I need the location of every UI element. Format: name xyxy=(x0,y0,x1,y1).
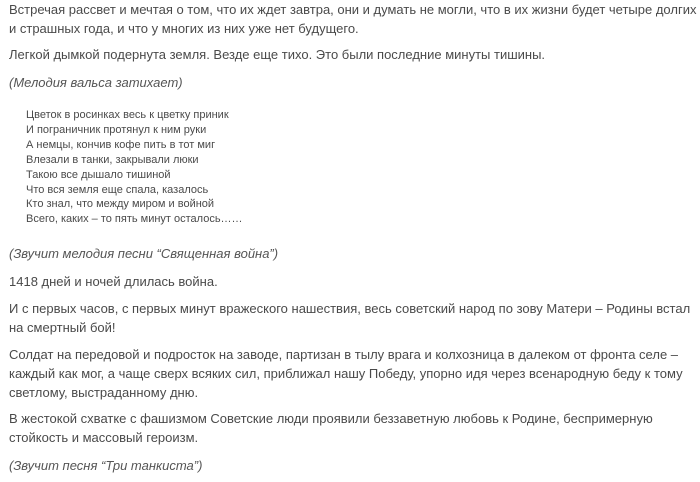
paragraph-mist: Легкой дымкой подернута земля. Везде еще тихо. Это были последние минуты тишины. xyxy=(9,47,546,62)
stage-direction-waltz: (Мелодия вальса затихает) xyxy=(9,75,183,90)
poem-line: Такою все дышало тишиной xyxy=(26,168,171,181)
poem-line: Цветок в росинках весь к цветку приник xyxy=(26,109,229,121)
paragraph-fascism: В жестокой схватке с фашизмом Советские люди проявили беззаветную любовь к Родине, беспримерную стойкость и массовый героизм. xyxy=(9,411,653,445)
poem-line: А немцы, кончив кофе пить в тот миг xyxy=(26,138,216,151)
poem-line: Кто знал, что между миром и войной xyxy=(26,198,215,211)
poem-block xyxy=(26,108,243,227)
paragraph-soldier: Солдат на передовой и подросток на заводе, партизан в тылу врага и колхозница в далеком от фронта селе – каждый как мог, а чаще сверх всяких сил, приближал нашу Победу, упорно идя через всенародную беду к тому светлому, выстраданному дню. xyxy=(9,347,683,400)
poem-line: Всего, каких – то пять минут осталось…… xyxy=(26,213,243,226)
paragraph-1418-days: 1418 дней и ночей длилась война. xyxy=(9,274,218,289)
paragraph-first-hours: И с первых часов, с первых минут вражеского нашествия, весь советский народ по зову Матери – Родины встал на смертный бой! xyxy=(9,301,691,335)
stage-direction-holy-war: (Звучит мелодия песни “Священная война”) xyxy=(9,246,279,261)
poem-line: Влезали в танки, закрывали люки xyxy=(26,153,199,166)
poem-line: Что вся земля еще спала, казалось xyxy=(26,183,209,196)
paragraph-dawn: Встречая рассвет и мечтая о том, что их ждет завтра, они и думать не могли, что в их жизни будет четыре долгих и страшных года, и что у многих из них уже нет будущего. xyxy=(9,2,697,36)
stage-direction-three-tankmen: (Звучит песня “Три танкиста”) xyxy=(9,458,203,473)
poem-line: И пограничник протянул к ним руки xyxy=(26,123,207,136)
